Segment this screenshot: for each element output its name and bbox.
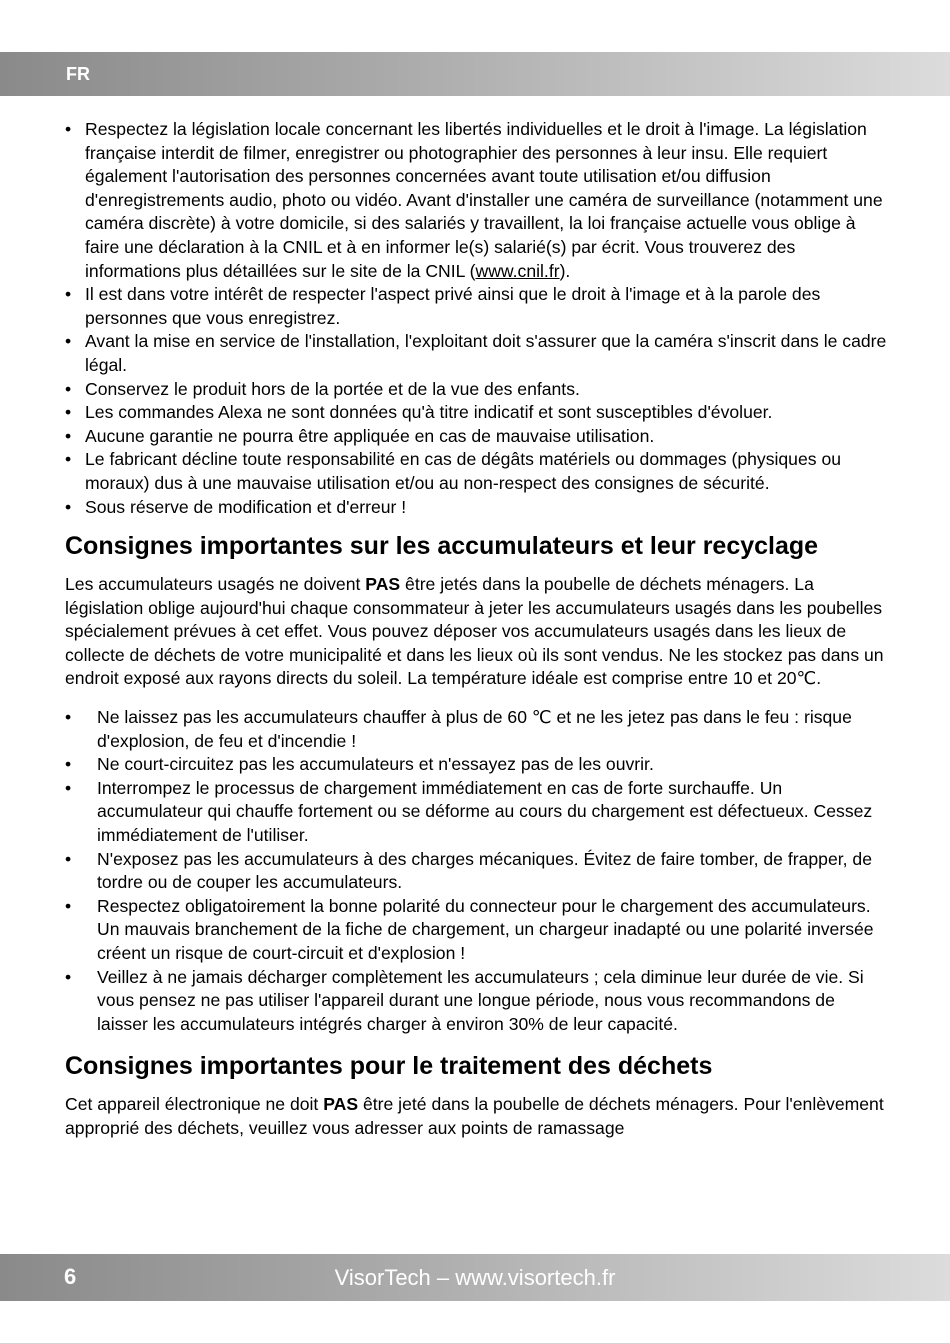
list-item: • Il est dans votre intérêt de respecter l'aspect privé ainsi que le droit à l'image et à la parole des personnes que vous enregistrez.: [65, 283, 887, 330]
cnil-link[interactable]: www.cnil.fr: [475, 260, 560, 281]
battery-paragraph: Les accumulateurs usagés ne doivent PAS être jetés dans la poubelle de déchets ménagers. La législation oblige aujourd'hui chaque consommateur à jeter les accumulateurs usagés dans les poubelles spécialement prévues à cet effet. Vous pouvez déposer vos accumulateurs usagés dans les lieux de collecte de déchets de votre municipalité et dans les lieux où ils sont vendus. Ne les stockez pas dans un endroit exposé aux rayons directs du soleil. La température idéale est comprise entre 10 et 20℃.: [65, 574, 884, 689]
list-item: • Veillez à ne jamais décharger complètement les accumulateurs ; cela diminue leur durée de vie. Si vous pensez ne pas utiliser l'appareil durant une longue période, nous vous recommandons de laisser les accumulateurs intégrés charger à environ 30% de leur capacité.: [65, 966, 887, 1037]
list-item: • Les commandes Alexa ne sont données qu'à titre indicatif et sont susceptibles d'évoluer.: [65, 401, 887, 425]
header-bar: [0, 52, 950, 96]
list-item: • Conservez le produit hors de la portée et de la vue des enfants.: [65, 378, 887, 402]
list-item: • Interrompez le processus de chargement immédiatement en cas de forte surchauffe. Un accumulateur qui chauffe fortement ou se déforme au cours du chargement est défectueux. Cessez immédiatement de l'utiliser.: [65, 777, 887, 848]
footer-bar: [0, 1254, 950, 1301]
list-item: • Avant la mise en service de l'installation, l'exploitant doit s'assurer que la caméra s'inscrit dans le cadre légal.: [65, 330, 887, 377]
list-item: • Respectez obligatoirement la bonne polarité du connecteur pour le chargement des accumulateurs. Un mauvais branchement de la fiche de chargement, un chargeur inadapté ou une polarité inversée créent un risque de court-circuit et d'explosion !: [65, 895, 887, 966]
footer-site: VisorTech – www.visortech.fr: [334, 1265, 616, 1290]
list-item: • Ne court-circuitez pas les accumulateurs et n'essayez pas de les ouvrir.: [65, 753, 887, 777]
safety-bullet-list: [65, 118, 887, 519]
list-item: • N'exposez pas les accumulateurs à des charges mécaniques. Évitez de faire tomber, de frapper, de tordre ou de couper les accumulateurs.: [65, 848, 887, 895]
list-item: • Aucune garantie ne pourra être appliquée en cas de mauvaise utilisation.: [65, 425, 887, 449]
waste-section-heading: Consignes importantes pour le traitement des déchets: [65, 1052, 713, 1081]
page-content: [65, 118, 887, 1141]
battery-section-heading: Consignes importantes sur les accumulateurs et leur recyclage: [65, 532, 819, 561]
list-item: • Respectez la législation locale concernant les libertés individuelles et le droit à l'image. La législation française interdit de filmer, enregistrer ou photographier des personnes à leur insu. Elle requiert également l'autorisation des personnes concernées avant toute utilisation et/ou diffusion d'enregistrements audio, photo ou vidéo. Avant d'installer une caméra de surveillance (notamment une caméra discrète) à votre domicile, si des salariés y travaillent, la loi française actuelle vous oblige à faire une déclaration à la CNIL et à en informer le(s) salarié(s) par écrit. Vous trouverez des informations plus détaillées sur le site de la CNIL (www.cnil.fr).: [65, 118, 887, 283]
list-item: • Sous réserve de modification et d'erreur !: [65, 496, 887, 520]
list-item: • Le fabricant décline toute responsabilité en cas de dégâts matériels ou dommages (physiques ou moraux) dus à une mauvaise utilisation et/ou au non-respect des consignes de sécurité.: [65, 448, 887, 495]
battery-bullet-list: [65, 706, 887, 1036]
page-number: 6: [64, 1264, 77, 1289]
list-item: • Ne laissez pas les accumulateurs chauffer à plus de 60 ℃ et ne les jetez pas dans le feu : risque d'explosion, de feu et d'incendie !: [65, 706, 887, 753]
waste-paragraph: Cet appareil électronique ne doit PAS être jeté dans la poubelle de déchets ménagers. Pour l'enlèvement approprié des déchets, veuillez vous adresser aux points de ramassage: [65, 1094, 884, 1138]
language-label: FR: [66, 64, 90, 84]
